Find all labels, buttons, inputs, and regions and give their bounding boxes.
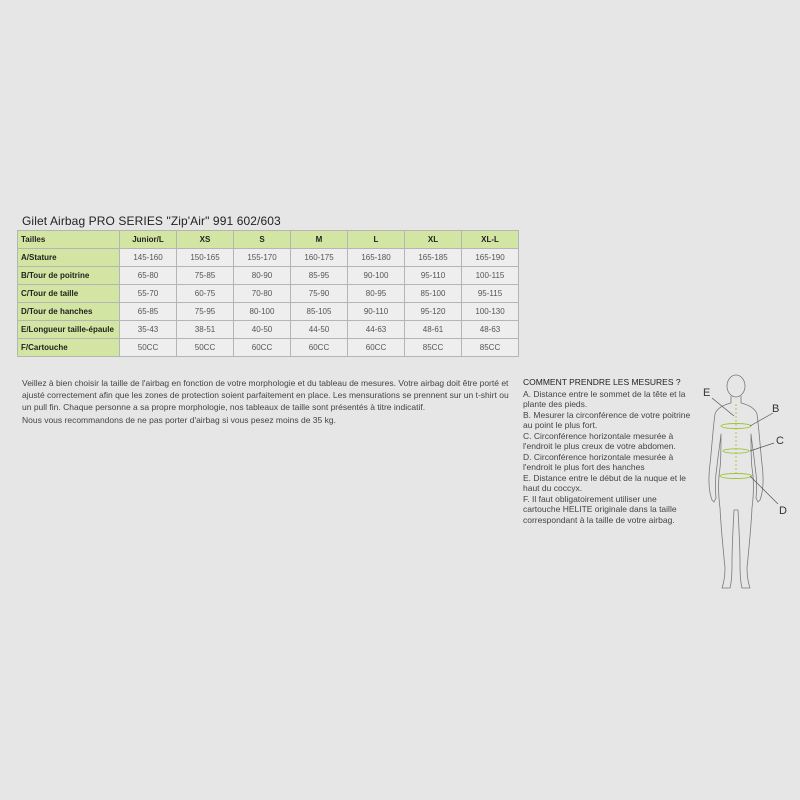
- size-notes: [22, 377, 512, 426]
- table-cell: 38-51: [177, 321, 234, 339]
- table-cell: 100-130: [462, 303, 519, 321]
- table-cell: 44-50: [291, 321, 348, 339]
- table-cell: 70-80: [234, 285, 291, 303]
- label-b: B: [772, 403, 780, 415]
- table-cell: 85CC: [462, 339, 519, 357]
- row-label: A/Stature: [18, 249, 120, 267]
- instruction-item: F. Il faut obligatoirement utiliser une cartouche HELITE originale dans la taille correspondant à la taille de votre airbag.: [523, 493, 677, 525]
- table-row: [18, 285, 519, 303]
- table-cell: 155-170: [234, 249, 291, 267]
- table-cell: 60CC: [348, 339, 405, 357]
- table-cell: 100-115: [462, 267, 519, 285]
- size-chart-table: [17, 230, 519, 357]
- instruction-item: B. Mesurer la circonférence de votre poitrine au point le plus fort.: [523, 409, 691, 430]
- instruction-item: C. Circonférence horizontale mesurée à l'endroit le plus creux de votre abdomen.: [523, 430, 676, 451]
- table-cell: 60CC: [291, 339, 348, 357]
- table-cell: 165-190: [462, 249, 519, 267]
- table-cell: 44-63: [348, 321, 405, 339]
- table-cell: 50CC: [177, 339, 234, 357]
- row-label: B/Tour de poitrine: [18, 267, 120, 285]
- table-cell: 85-100: [405, 285, 462, 303]
- table-cell: 160-175: [291, 249, 348, 267]
- table-row: [18, 303, 519, 321]
- table-row: [18, 249, 519, 267]
- header-cell: S: [234, 231, 291, 249]
- table-cell: 80-100: [234, 303, 291, 321]
- notes-paragraph: Veillez à bien choisir la taille de l'airbag en fonction de votre morphologie et du tableau de mesures. Votre airbag doit être porté et ajusté correctement afin que les zones de protection soient parfaitement en place. Les mensurations se prennent sur un t-shirt ou un pull fin. Chaque personne a sa propre morphologie, nos tableaux de taille sont présentés à titre indicatif.: [22, 378, 509, 413]
- table-cell: 55-70: [120, 285, 177, 303]
- row-label: C/Tour de taille: [18, 285, 120, 303]
- table-cell: 85CC: [405, 339, 462, 357]
- label-pointers: [712, 398, 778, 504]
- table-header-row: [18, 231, 519, 249]
- table-cell: 40-50: [234, 321, 291, 339]
- table-cell: 50CC: [120, 339, 177, 357]
- row-label: E/Longueur taille-épaule: [18, 321, 120, 339]
- table-cell: 95-110: [405, 267, 462, 285]
- table-cell: 95-115: [462, 285, 519, 303]
- table-cell: 65-80: [120, 267, 177, 285]
- table-cell: 90-100: [348, 267, 405, 285]
- table-cell: 150-165: [177, 249, 234, 267]
- table-cell: 95-120: [405, 303, 462, 321]
- table-cell: 80-95: [348, 285, 405, 303]
- table-cell: 65-85: [120, 303, 177, 321]
- instruction-item: E. Distance entre le début de la nuque et le haut du coccyx.: [523, 472, 687, 493]
- measurement-lines: [720, 404, 752, 479]
- table-cell: 35-43: [120, 321, 177, 339]
- table-cell: 165-180: [348, 249, 405, 267]
- hip-line-d: [720, 474, 752, 479]
- instructions-title: COMMENT PRENDRE LES MESURES ?: [523, 377, 681, 387]
- table-cell: 145-160: [120, 249, 177, 267]
- table-cell: 48-63: [462, 321, 519, 339]
- table-cell: 75-85: [177, 267, 234, 285]
- measurement-instructions: [523, 377, 693, 525]
- header-cell: Tailles: [18, 231, 120, 249]
- table-cell: 85-105: [291, 303, 348, 321]
- table-row: [18, 321, 519, 339]
- table-cell: 60CC: [234, 339, 291, 357]
- table-title: Gilet Airbag PRO SERIES "Zip'Air" 991 602/603: [22, 214, 281, 228]
- table-cell: 80-90: [234, 267, 291, 285]
- label-e: E: [703, 387, 711, 399]
- row-label: F/Cartouche: [18, 339, 120, 357]
- header-cell: XL: [405, 231, 462, 249]
- table-row: [18, 339, 519, 357]
- label-d: D: [779, 505, 787, 517]
- instruction-item: A. Distance entre le sommet de la tête et la plante des pieds.: [523, 388, 686, 409]
- table-cell: 165-185: [405, 249, 462, 267]
- table-cell: 85-95: [291, 267, 348, 285]
- table-cell: 60-75: [177, 285, 234, 303]
- notes-paragraph: Nous vous recommandons de ne pas porter d'airbag si vous pesez moins de 35 kg.: [22, 414, 336, 425]
- table-cell: 75-90: [291, 285, 348, 303]
- header-cell: XL-L: [462, 231, 519, 249]
- row-label: D/Tour de hanches: [18, 303, 120, 321]
- header-cell: XS: [177, 231, 234, 249]
- table-cell: 90-110: [348, 303, 405, 321]
- header-cell: L: [348, 231, 405, 249]
- body-silhouette: [709, 375, 763, 588]
- header-cell: M: [291, 231, 348, 249]
- body-measurement-figure: [690, 368, 800, 598]
- table-row: [18, 267, 519, 285]
- table-cell: 75-95: [177, 303, 234, 321]
- label-c: C: [776, 435, 784, 447]
- header-cell: Junior/L: [120, 231, 177, 249]
- table-cell: 48-61: [405, 321, 462, 339]
- instruction-item: D. Circonférence horizontale mesurée à l'endroit le plus fort des hanches: [523, 451, 674, 472]
